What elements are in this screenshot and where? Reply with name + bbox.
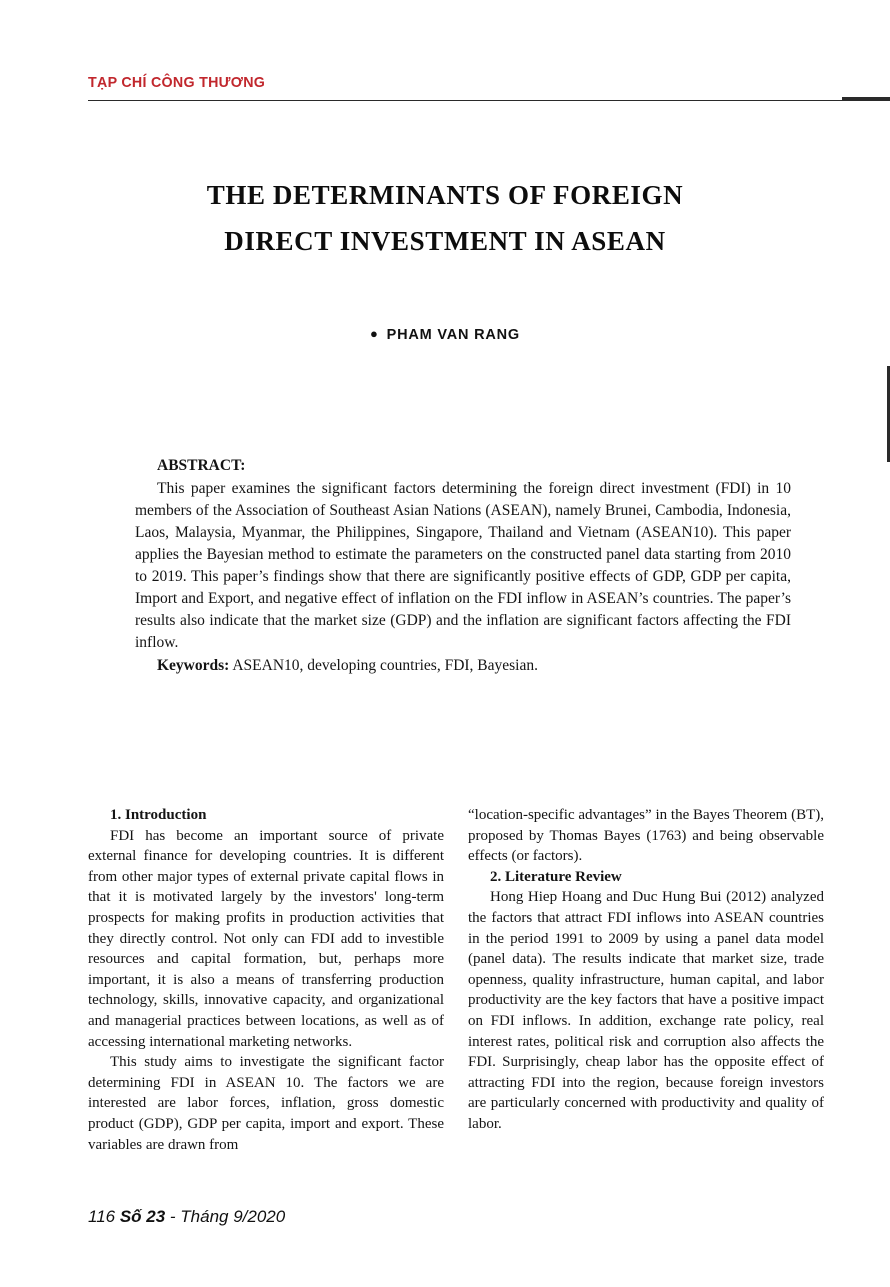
author-line [0,326,890,343]
paragraph: FDI has become an important source of private external finance for developing countries. It is different from other major types of external private capital flows in that it is motivated largely by the investors' long-term prospects for making profits in production activities that they directly control. Not only can FDI add to investible resources and capital formation, but, perhaps more important, it is also a means of transferring production technology, skills, innovative capacity, and organizational and managerial practices between locations, as well as of accessing international marketing networks. [88,827,444,1050]
article-title [0,172,890,264]
section-heading-literature-review: 2. Literature Review [490,868,622,885]
header-divider-accent [842,97,890,101]
keywords-line [135,655,791,677]
paragraph: This study aims to investigate the significant factor determining FDI in ASEAN 10. The factors we are interested are labor forces, inflation, gross domestic product (GDP), GDP per capita, import and export. These variables are drawn from [88,1054,444,1153]
body-columns [88,805,824,1155]
issue-date: - Tháng 9/2020 [165,1207,286,1226]
continuation-paragraph: “location-specific advantages” in the Bayes Theorem (BT), proposed by Thomas Bayes (1763) and being observable effects (or factors). [468,807,824,865]
article-title-line1: THE DETERMINANTS OF FOREIGN [206,180,684,210]
abstract-heading: ABSTRACT: [157,457,246,474]
page-footer [88,1207,285,1227]
journal-masthead: TẠP CHÍ CÔNG THƯƠNG [88,74,266,91]
author-bullet-icon: ● [369,326,379,341]
left-column [88,805,444,1155]
page-number: 116 [88,1207,120,1226]
abstract-section [135,455,791,677]
abstract-body: This paper examines the significant factors determining the foreign direct investment (FDI) in 10 members of the Association of Southeast Asian Nations (ASEAN), namely Brunei, Cambodia, Indonesia, Laos, Malaysia, Myanmar, the Philippines, Singapore, Thailand and Vietnam (ASEAN10). This paper applies the Bayesian method to estimate the parameters on the constructed panel data starting from 2010 to 2019. This paper’s findings show that there are significantly positive effects of GDP, GDP per capita, Import and Export, and negative effect of inflation on the FDI inflow in ASEAN’s countries. The paper’s results also indicate that the market size (GDP) and the inflation are significant factors affecting the FDI inflow. [135,480,791,651]
keywords-text: ASEAN10, developing countries, FDI, Bayesian. [229,657,538,674]
keywords-label: Keywords: [157,657,230,674]
header-divider [88,100,890,101]
section-heading-introduction: 1. Introduction [110,807,207,823]
author-name: PHAM VAN RANG [386,327,521,343]
right-column [468,805,824,1155]
issue-number: Số 23 [119,1207,166,1226]
article-title-line2: DIRECT INVESTMENT IN ASEAN [224,226,666,256]
paragraph: Hong Hiep Hoang and Duc Hung Bui (2012) analyzed the factors that attract FDI inflows into ASEAN countries in the period 1991 to 2009 by using a panel data model (panel data). The results indicate that market size, trade openness, quality infrastructure, human capital, and labor productivity are the key factors that have a positive impact on FDI inflows. In addition, exchange rate policy, real interest rates, political risk and corruption also affects the FDI. Surprisingly, cheap labor has the opposite effect of attracting FDI into the region, because foreign investors are particularly concerned with productivity and quality of labor. [468,889,824,1132]
